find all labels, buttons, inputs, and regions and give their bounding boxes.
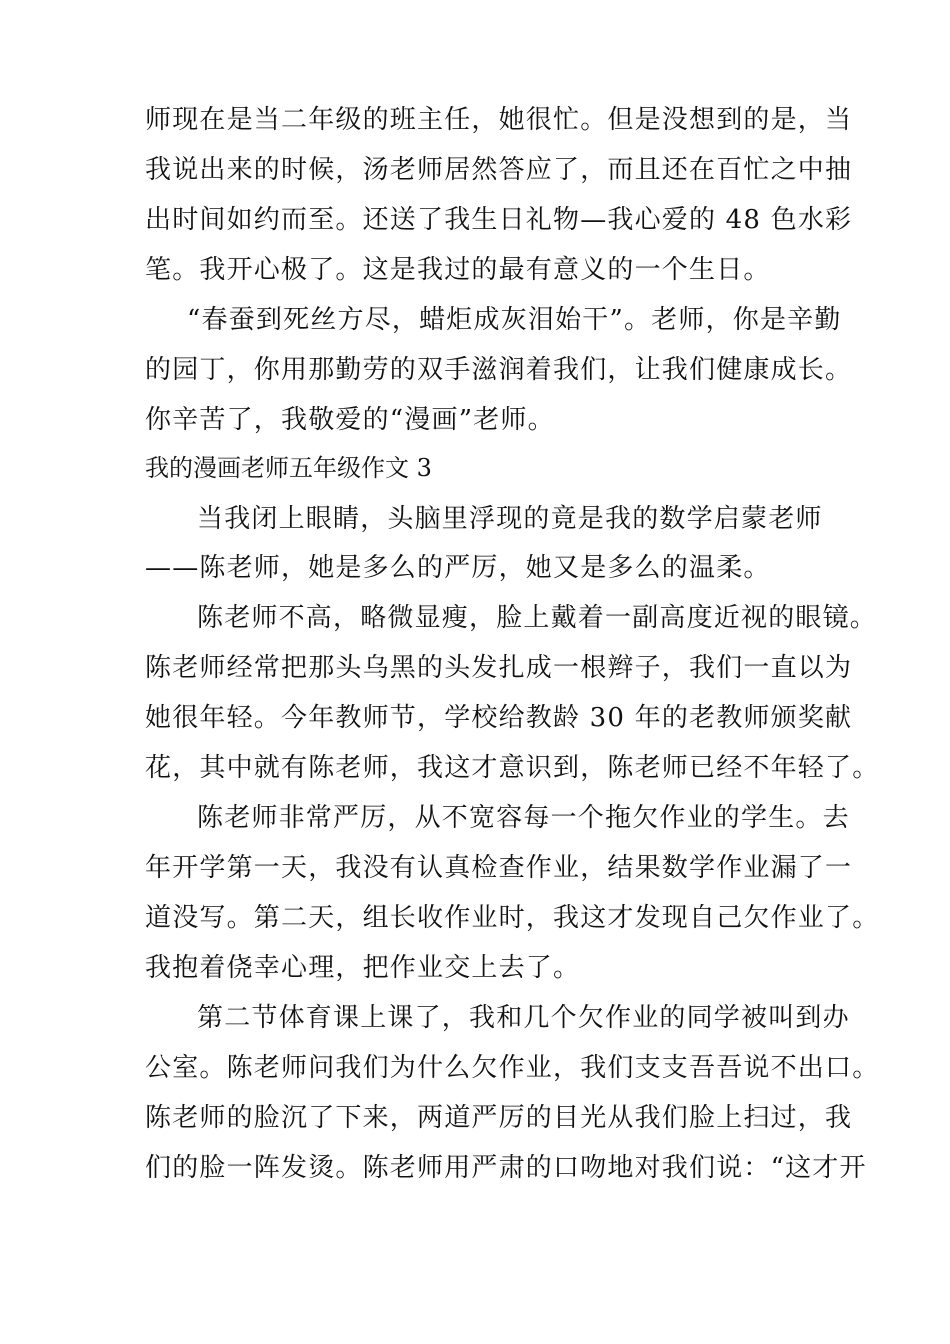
paragraph-1-line-1: 师现在是当二年级的班主任，她很忙。但是没想到的是，当 bbox=[145, 105, 853, 135]
section-title: 我的漫画老师五年级作文 3 bbox=[145, 454, 432, 482]
paragraph-1-line-2: 我说出来的时候，汤老师居然答应了，而且还在百忙之中抽 bbox=[145, 155, 853, 185]
paragraph-5-line-1: 陈老师非常严厉，从不宽容每一个拖欠作业的学生。去 bbox=[197, 803, 850, 833]
paragraph-3-line-2: ——陈老师，她是多么的严厉，她又是多么的温柔。 bbox=[145, 553, 771, 583]
paragraph-5-line-2: 年开学第一天，我没有认真检查作业，结果数学作业漏了一 bbox=[145, 853, 853, 883]
paragraph-6-line-4: 们的脸一阵发烫。陈老师用严肃的口吻地对我们说：“这才开 bbox=[145, 1153, 867, 1183]
paragraph-6-line-3: 陈老师的脸沉了下来，两道严厉的目光从我们脸上扫过，我 bbox=[145, 1103, 853, 1133]
paragraph-3-line-1: 当我闭上眼睛，头脑里浮现的竟是我的数学启蒙老师 bbox=[197, 504, 823, 534]
paragraph-6-line-1: 第二节体育课上课了，我和几个欠作业的同学被叫到办 bbox=[197, 1003, 850, 1033]
paragraph-2-line-3: 你辛苦了，我敬爱的“漫画”老师。 bbox=[145, 405, 555, 435]
paragraph-1-line-3: 出时间如约而至。还送了我生日礼物—我心爱的 48 色水彩 bbox=[145, 205, 853, 235]
paragraph-2-line-2: 的园丁，你用那勤劳的双手滋润着我们，让我们健康成长。 bbox=[145, 355, 853, 385]
paragraph-2-line-1: “春蚕到死丝方尽，蜡炬成灰泪始干”。老师，你是辛勤 bbox=[187, 305, 842, 335]
paragraph-5-line-3: 道没写。第二天，组长收作业时，我这才发现自己欠作业了。 bbox=[145, 903, 880, 933]
paragraph-4-line-1: 陈老师不高，略微显瘦，脸上戴着一副高度近视的眼镜。 bbox=[197, 603, 878, 633]
paragraph-1-line-4: 笔。我开心极了。这是我过的最有意义的一个生日。 bbox=[145, 255, 771, 285]
paragraph-6-line-2: 公室。陈老师问我们为什么欠作业，我们支支吾吾说不出口。 bbox=[145, 1053, 880, 1083]
paragraph-4-line-4: 花，其中就有陈老师，我这才意识到，陈老师已经不年轻了。 bbox=[145, 753, 880, 783]
paragraph-4-line-2: 陈老师经常把那头乌黑的头发扎成一根辫子，我们一直以为 bbox=[145, 653, 853, 683]
paragraph-5-line-4: 我抱着侥幸心理，把作业交上去了。 bbox=[145, 953, 581, 983]
paragraph-4-line-3: 她很年轻。今年教师节，学校给教龄 30 年的老教师颁奖献 bbox=[145, 703, 853, 733]
